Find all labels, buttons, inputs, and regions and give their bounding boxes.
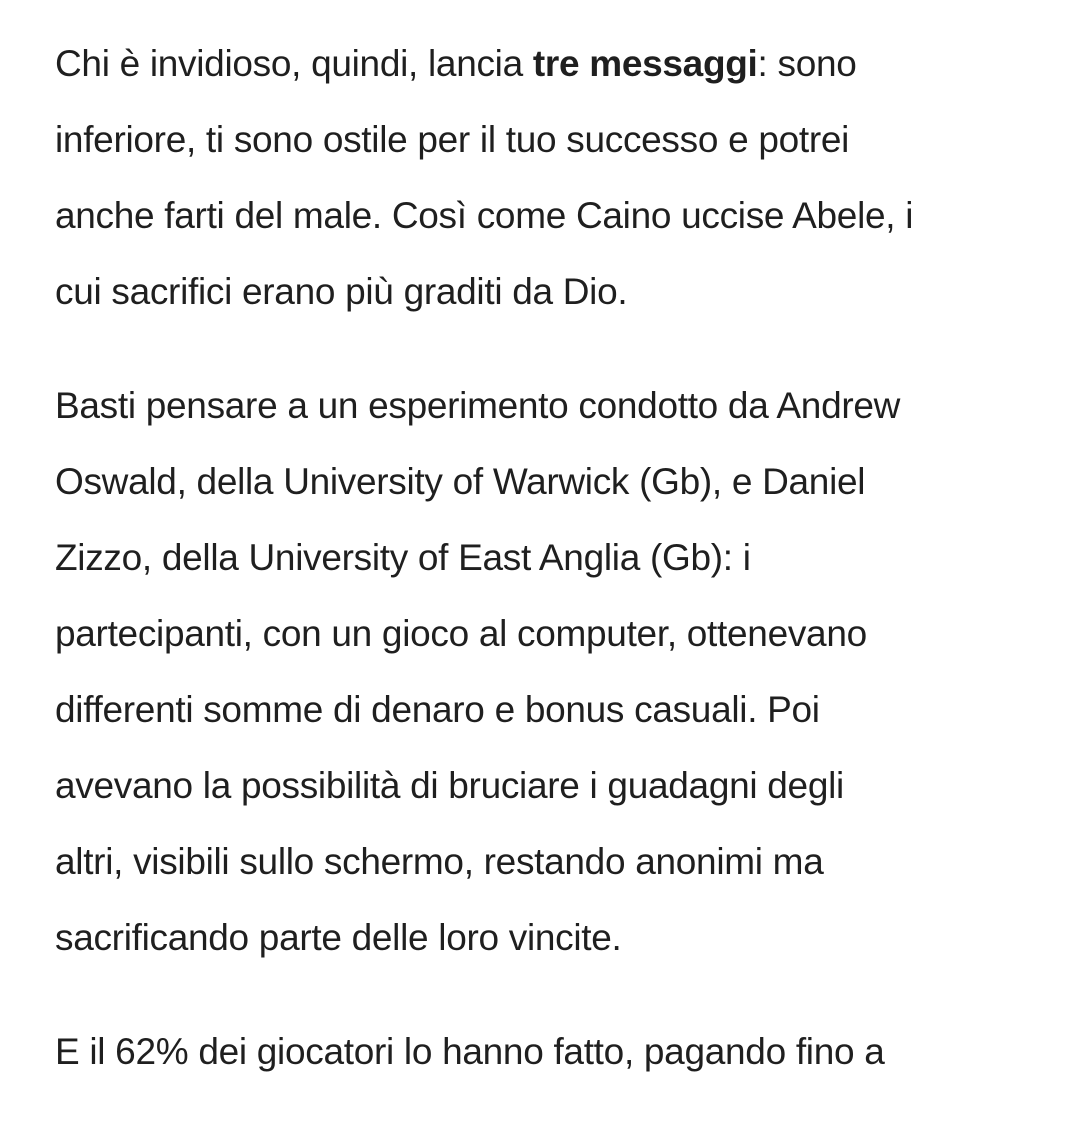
text-line: Oswald, della University of Warwick (Gb), e Daniel — [55, 461, 866, 502]
text-run: : sono — [757, 43, 857, 84]
text-line: Basti pensare a un esperimento condotto da Andrew — [55, 385, 901, 426]
text-line — [55, 26, 1045, 102]
article-body — [55, 26, 1045, 1128]
bold-phrase: tre messaggi — [532, 43, 758, 84]
paragraph-3 — [55, 1014, 1045, 1090]
text-line: inferiore, ti sono ostile per il tuo successo e potrei — [55, 119, 850, 160]
text-line: partecipanti, con un gioco al computer, ottenevano — [55, 613, 867, 654]
text-line: altri, visibili sullo schermo, restando anonimi ma — [55, 841, 824, 882]
text-line: Zizzo, della University of East Anglia (Gb): i — [55, 537, 751, 578]
paragraph-2 — [55, 368, 1045, 976]
text-line: cui sacrifici erano più graditi da Dio. — [55, 271, 628, 312]
text-line: anche farti del male. Così come Caino uccise Abele, i — [55, 195, 914, 236]
text-run: Chi è invidioso, quindi, lancia — [55, 43, 533, 84]
text-line: E il 62% dei giocatori lo hanno fatto, pagando fino a — [55, 1031, 885, 1072]
text-line: sacrificando parte delle loro vincite. — [55, 917, 622, 958]
text-line: avevano la possibilità di bruciare i guadagni degli — [55, 765, 844, 806]
text-line: differenti somme di denaro e bonus casuali. Poi — [55, 689, 820, 730]
paragraph-1 — [55, 26, 1045, 330]
